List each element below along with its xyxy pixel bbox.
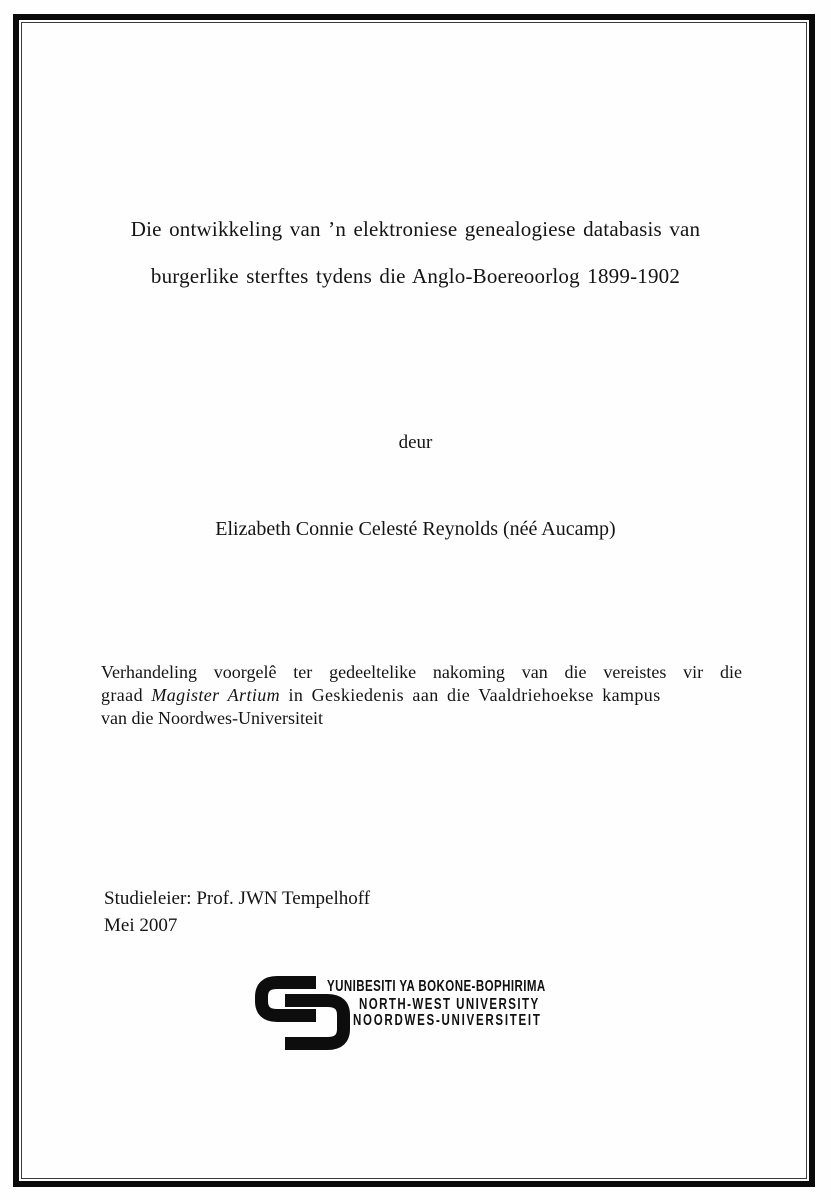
degree-name-italic: Magister Artium: [151, 685, 281, 705]
degree-statement: [101, 661, 742, 730]
thesis-title: [0, 206, 831, 300]
byline-deur: deur: [398, 432, 433, 453]
date-line: Mei 2007: [104, 915, 178, 936]
logo-text-english: NORTH-WEST UNIVERSITY: [359, 996, 540, 1013]
degree-statement-line-2-post: in Geskiedenis aan die Vaaldriehoekse kampus: [280, 685, 661, 705]
thesis-title-line-2: burgerlike sterftes tydens die Anglo-Boereoorlog 1899-1902: [150, 264, 681, 288]
thesis-title-line-1: Die ontwikkeling van ’n elektroniese genealogiese databasis van: [130, 217, 701, 241]
supervisor-block: [104, 885, 370, 939]
degree-statement-line-2: [101, 684, 742, 707]
logo-text-afrikaans: NOORDWES-UNIVERSITEIT: [353, 1012, 542, 1029]
degree-statement-line-3: van die Noordwes-Universiteit: [101, 708, 323, 728]
logo-text-setswana: YUNIBESITI YA BOKONE-BOPHIRIMA: [327, 978, 546, 995]
degree-statement-line-1: Verhandeling voorgelê ter gedeeltelike nakoming van die vereistes vir die: [101, 662, 742, 682]
degree-statement-line-2-pre: graad: [101, 685, 152, 705]
author-name: Elizabeth Connie Celesté Reynolds (néé Aucamp): [215, 518, 616, 540]
supervisor-line: Studieleier: Prof. JWN Tempelhoff: [104, 888, 371, 909]
